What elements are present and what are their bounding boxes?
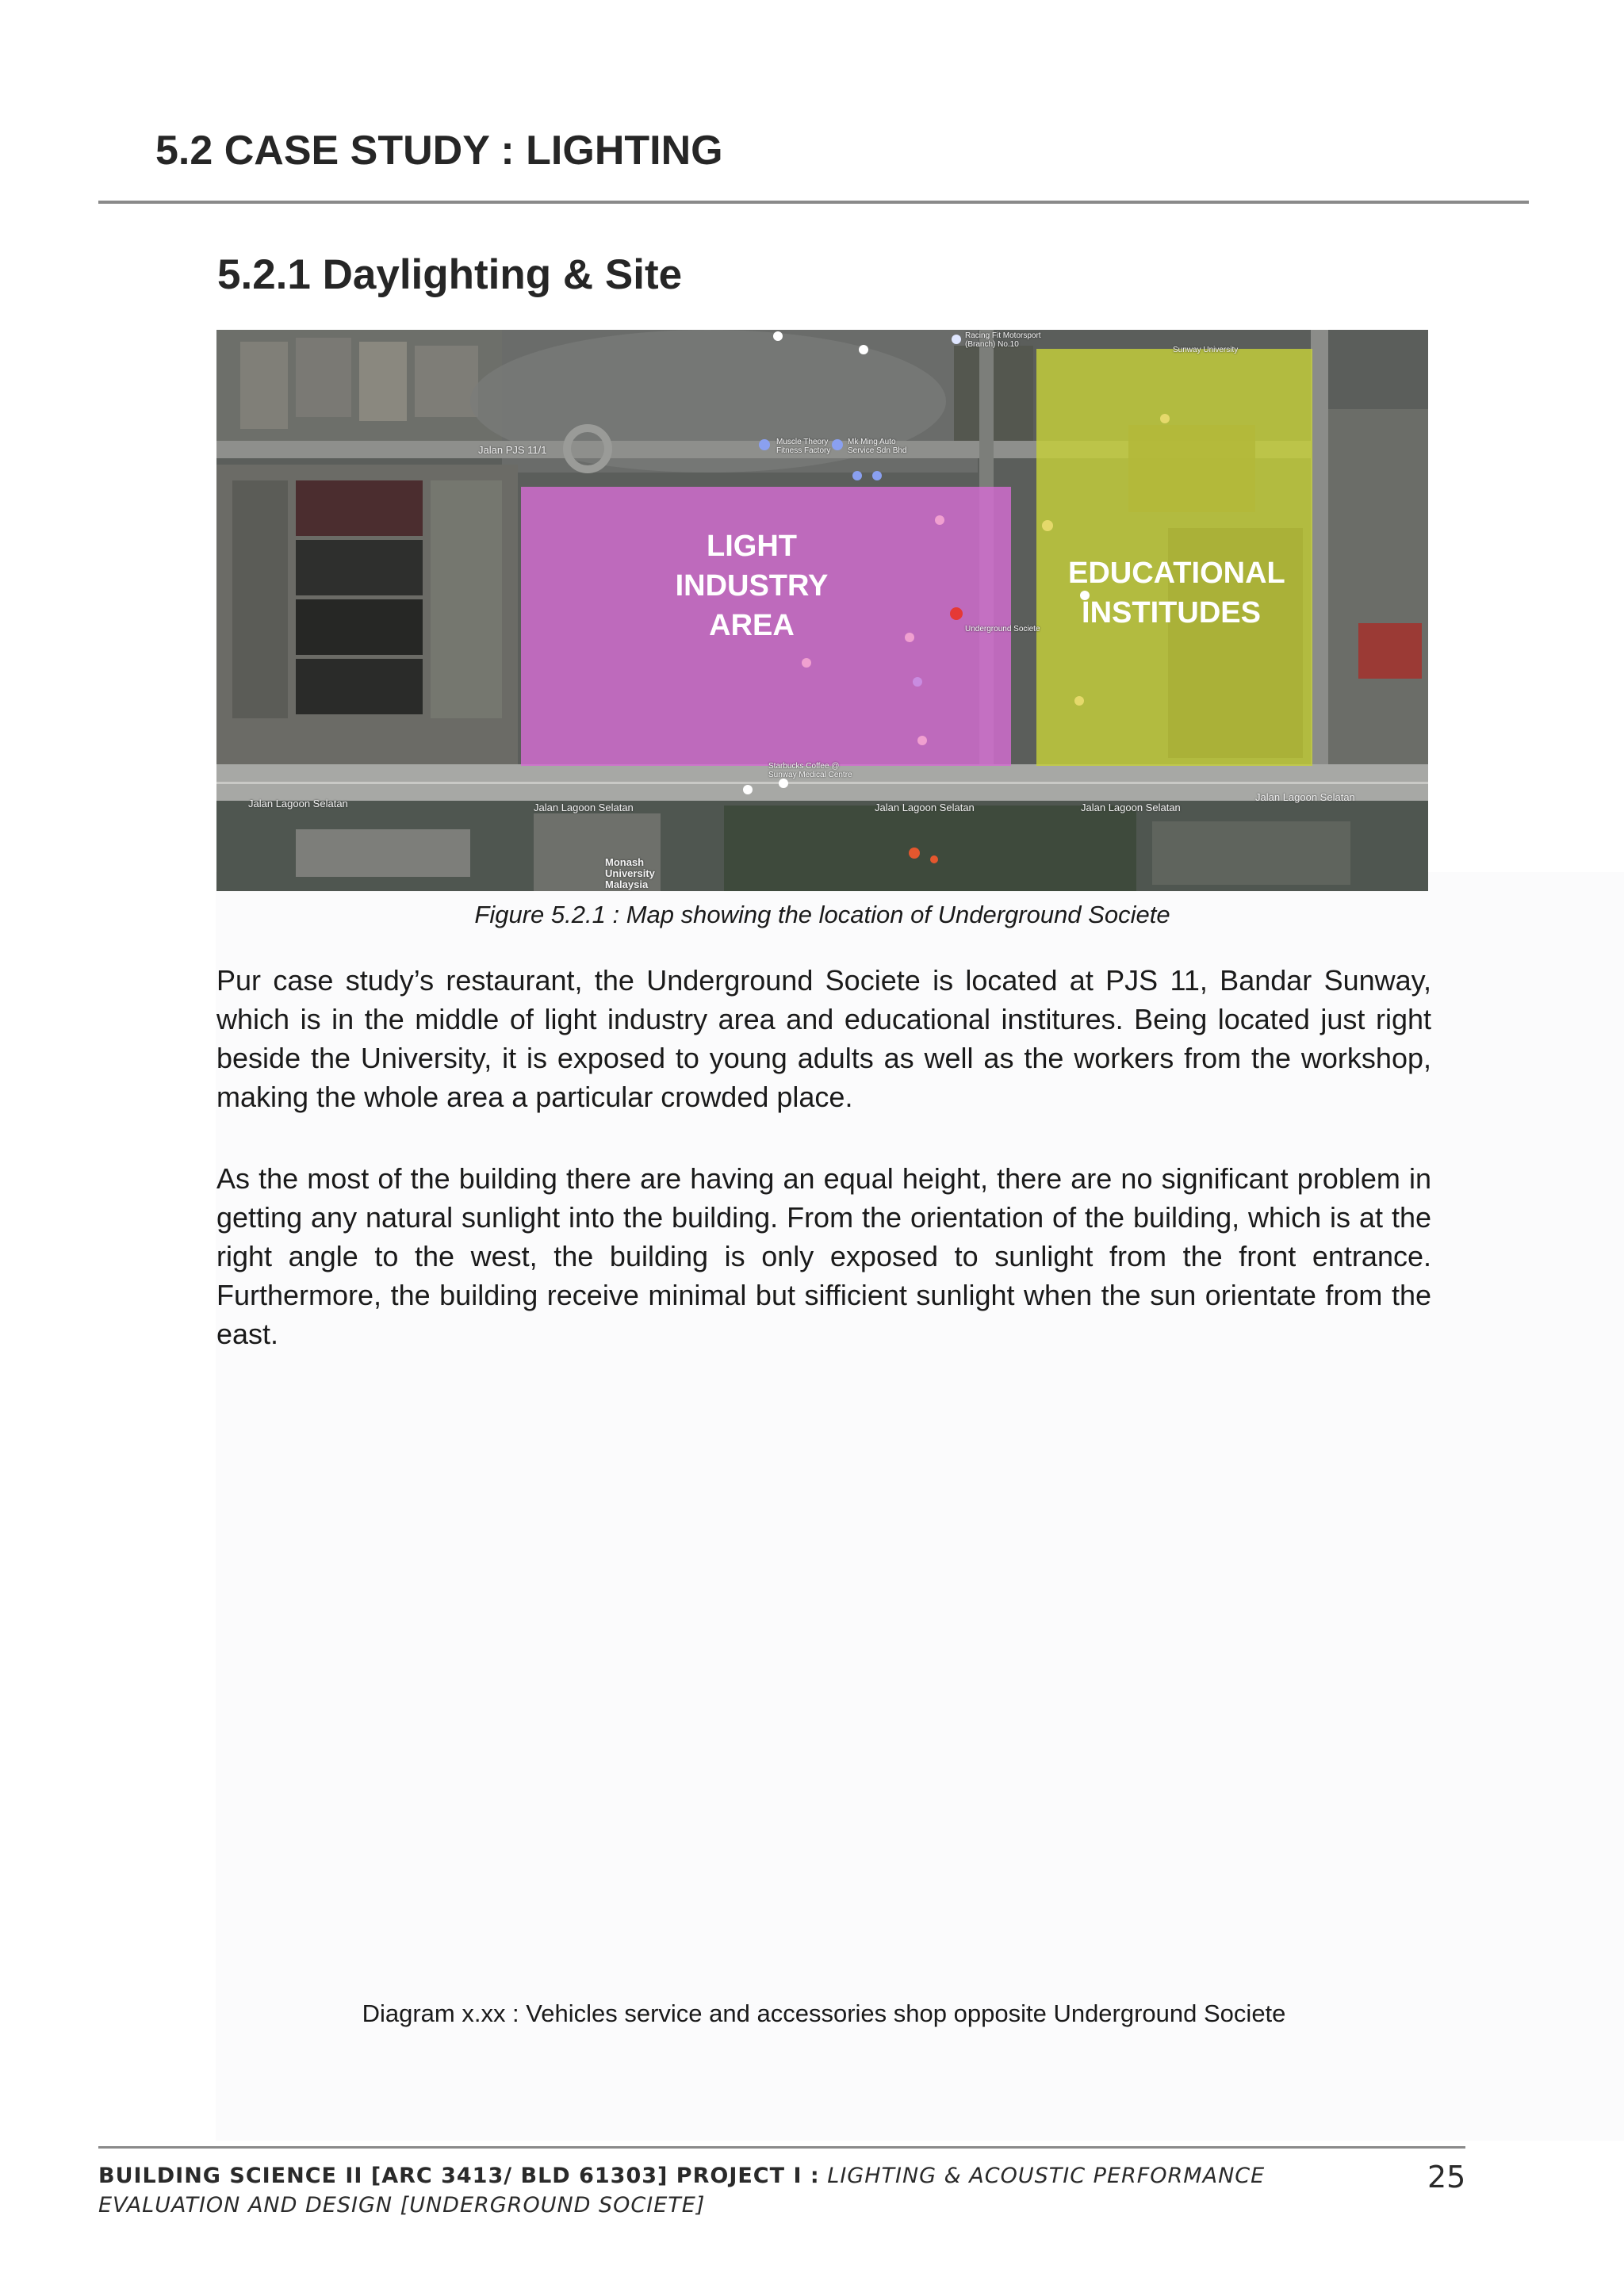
street-label: Jalan Lagoon Selatan — [1255, 791, 1355, 803]
site-map — [216, 330, 1428, 891]
body-paragraph: Pur case study’s restaurant, the Underground Societe is located at PJS 11, Bandar Sunway, which is in the middle of light industry area and educational institures. Being located just right beside the University, it is exposed to young adults as well as the workers from the workshop, making the whole area a particular crowded place. — [216, 964, 1431, 1113]
footer-text — [98, 2161, 1399, 2220]
footer-divider — [98, 2146, 1465, 2149]
poi-label: Sunway University — [1173, 346, 1239, 354]
figure-caption: Figure 5.2.1 : Map showing the location of Underground Societe — [474, 901, 1170, 928]
poi-label: Mk Ming Auto Service Sdn Bhd — [848, 438, 907, 455]
poi-label: Racing Fit Motorsport (Branch) No.10 — [965, 331, 1041, 349]
body-paragraph: As the most of the building there are having an equal height, there are no significant problem in getting any natural sunlight into the building. From the orientation of the building, which is at the right angle to the west, the building is only exposed to sunlight from the front entrance. Furthermore, the building receive minimal but sifficient sunlight when the sun orientate from the east. — [216, 1162, 1431, 1350]
footer-course: BUILDING SCIENCE II [ARC 3413/ BLD 61303] PROJECT I : — [98, 2164, 820, 2188]
page-number: 25 — [1427, 2160, 1466, 2195]
poi-label: Starbucks Coffee @ Sunway Medical Centre — [768, 762, 852, 779]
street-label: Jalan Lagoon Selatan — [1081, 802, 1181, 813]
street-label: Jalan Lagoon Selatan — [248, 798, 348, 809]
poi-label: Underground Societe — [965, 625, 1040, 633]
footer-project: LIGHTING & ACOUSTIC PERFORMANCE EVALUATION AND DESIGN [UNDERGROUND SOCIETE] — [98, 2164, 1266, 2218]
educational-label: EDUCATIONAL INSTITUDES — [1068, 557, 1285, 629]
section-title: 5.2 CASE STUDY : LIGHTING — [155, 128, 723, 174]
street-label: Jalan Lagoon Selatan — [875, 802, 975, 813]
poi-label: Monash University Malaysia — [605, 856, 655, 890]
header-divider — [98, 201, 1529, 204]
poi-label: Muscle Theory Fitness Factory — [776, 438, 831, 455]
street-label: Jalan Lagoon Selatan — [534, 802, 634, 813]
subsection-title: 5.2.1 Daylighting & Site — [217, 251, 683, 298]
street-label: Jalan PJS 11/1 — [478, 444, 547, 456]
light-industry-label: LIGHT INDUSTRY AREA — [675, 530, 829, 642]
diagram-caption: Diagram x.xx : Vehicles service and accessories shop opposite Underground Societe — [362, 1999, 1286, 2027]
